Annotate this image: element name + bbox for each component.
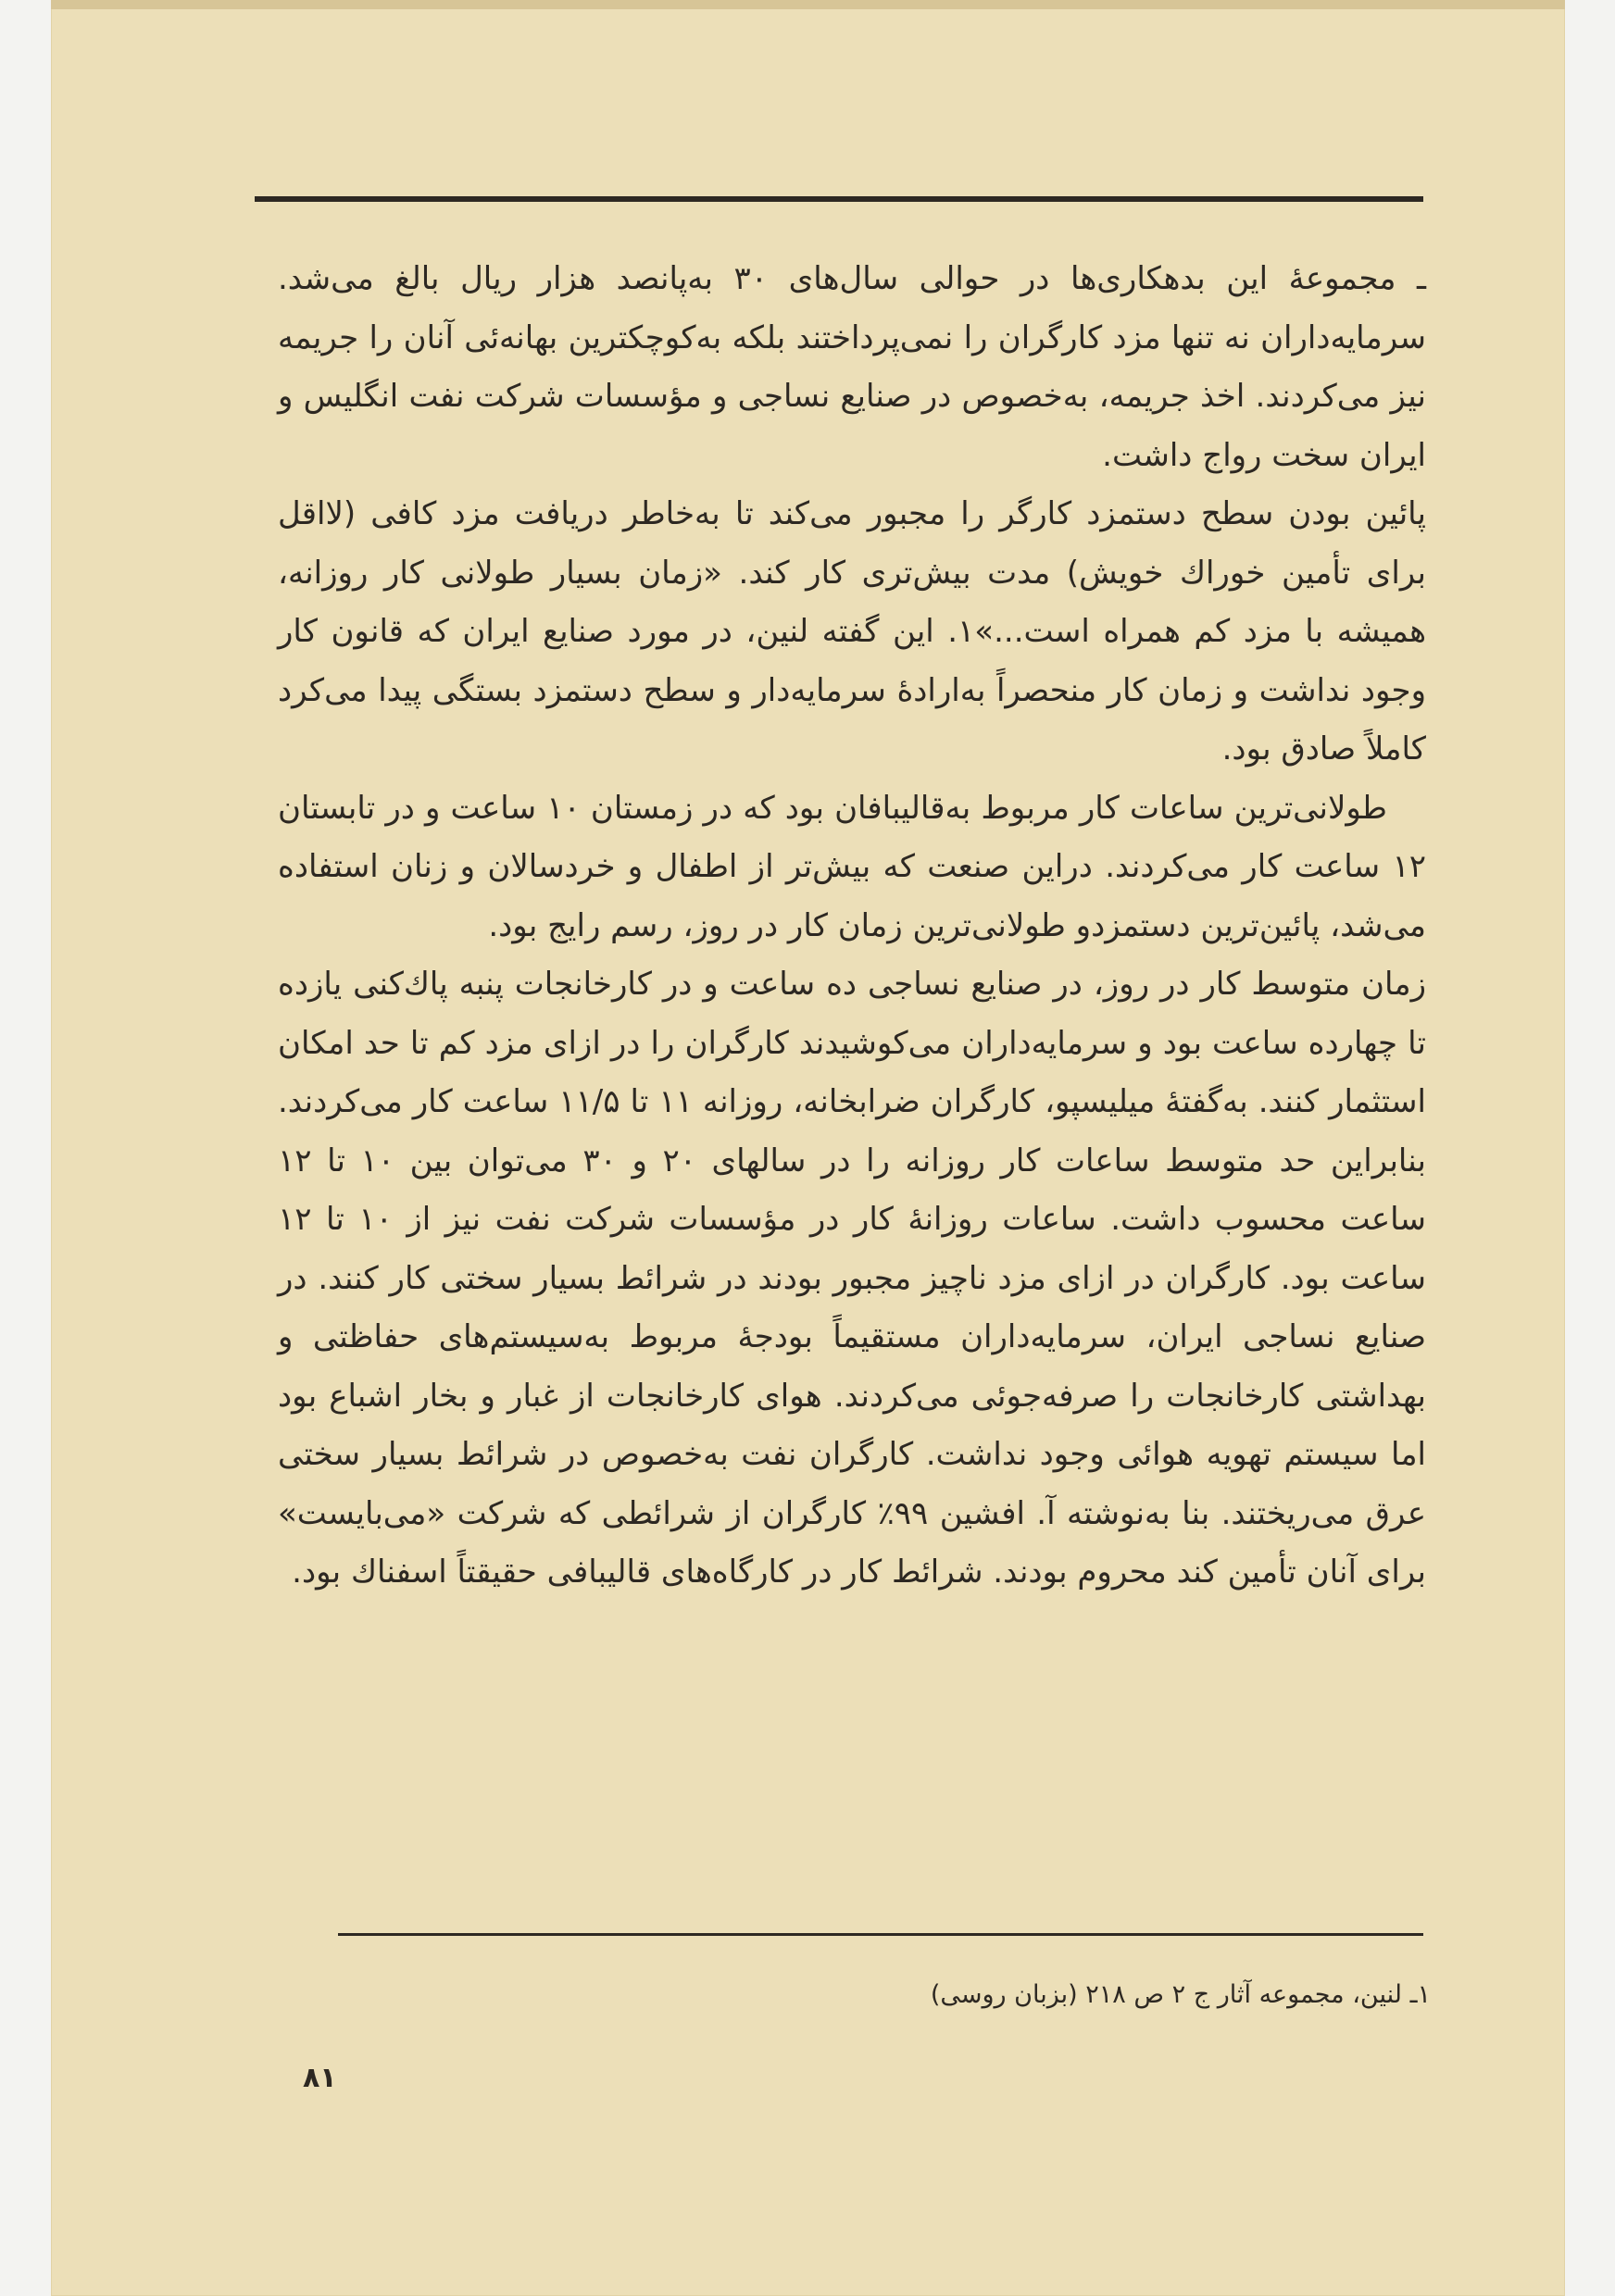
book-page <box>51 0 1565 2296</box>
paragraph-1: ـ مجموعهٔ این بدهکاری‌ها در حوالی سال‌های ۳۰ به‌پانصد هزار ریال بالغ می‌شد. سرمایه‌داران نه تنها مزد کارگران را نمی‌پرداختند بلکه به‌کوچکترین بهانه‌ئی آنان را جریمه نیز می‌کردند. اخذ جریمه، به‌خصوص در صنایع نساجی و مؤسسات شرکت نفت انگلیس و ایران سخت رواج داشت. <box>278 260 1426 474</box>
page-number: ۸۱ <box>303 2062 337 2094</box>
paragraph-4: زمان متوسط کار در روز، در صنایع نساجی ده ساعت و در کارخانجات پنبه پاك‌کنی یازده تا چهارده ساعت بود و سرمایه‌داران می‌کوشیدند کارگران را در ازای مزد کم تا حد امکان استثمار کنند. به‌گفتهٔ میلیسپو، کارگران ضرابخانه، روزانه ۱۱ تا ۱۱/۵ ساعت کار می‌کردند. بنابراین حد متوسط ساعات کار روزانه را در سالهای ۲۰ و ۳۰ می‌توان بین ۱۰ تا ۱۲ ساعت محسوب داشت. ساعات روزانهٔ کار در مؤسسات شرکت نفت نیز از ۱۰ تا ۱۲ ساعت بود. کارگران در ازای مزد ناچیز مجبور بودند در شرائط بسیار سختی کار کنند. در صنایع نساجی ایران، سرمایه‌داران مستقیماً بودجهٔ مربوط به‌سیستم‌های حفاظتی و بهداشتی کارخانجات را صرفه‌جوئی می‌کردند. هوای کارخانجات از غبار و بخار اشباع بود اما سیستم تهویه هوائی وجود نداشت. کارگران نفت به‌خصوص در شرائط بسیار سختی عرق می‌ریختند. بنا به‌نوشته آ. افشین ۹۹٪ کارگران از شرائطی که شرکت «می‌بایست» برای آنان تأمین کند محروم بودند. شرائط کار در کارگاه‌های قالیبافی حقیقتاً اسفناك بود. <box>278 966 1427 1591</box>
top-rule <box>255 196 1423 202</box>
paragraph-3: طولانی‌ترین ساعات کار مربوط به‌قالیبافان بود که در زمستان ۱۰ ساعت و در تابستان ۱۲ ساعت کار می‌کردند. دراین صنعت که بیش‌تر از اطفال و خردسالان و زنان استفاده می‌شد، پائین‌ترین دستمزدو طولانی‌ترین زمان کار در روز، رسم رایج بود. <box>278 789 1426 944</box>
footnote-rule <box>338 1933 1423 1936</box>
page-top-edge <box>51 0 1565 9</box>
paragraph-2: پائین بودن سطح دستمزد کارگر را مجبور می‌کند تا به‌خاطر دریافت مزد کافی (لااقل برای تأمین خوراك خویش) مدت بیش‌تری کار کند. «زمان بسیار طولانی کار روزانه، همیشه با مزد کم همراه است...»۱. این گفته لنین، در مورد صنایع ایران که قانون کار وجود نداشت و زمان کار منحصراً به‌ارادهٔ سرمایه‌دار و سطح دستمزد بستگی پیدا می‌کرد کاملاً صادق بود. <box>278 495 1426 767</box>
footnote: ۱ـ لنین، مجموعه آثار ج ۲ ص ۲۱۸ (بزبان روسی) <box>930 1980 1431 2009</box>
main-text <box>278 250 1426 1603</box>
